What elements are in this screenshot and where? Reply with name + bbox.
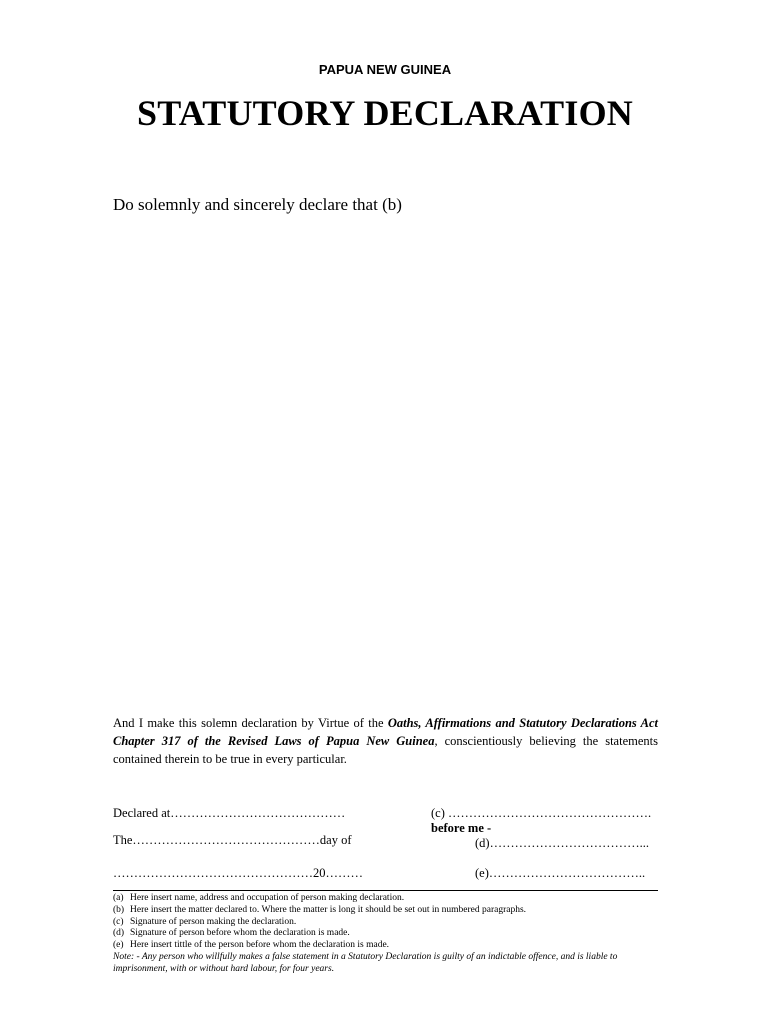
footnote-divider [113,890,658,891]
paragraph-start: And I make this solemn declaration by Virtue of the [113,716,388,730]
year-field[interactable]: …………………………………………20……… [113,866,363,880]
footnote-d: (d) Signature of person before whom the declaration is made. [113,928,350,939]
footnotes [113,893,673,976]
day-of-field[interactable]: The………………………………………day of [113,833,352,847]
penalty-note: Note: - Any person who willfully makes a false statement in a Statutory Declaration is guilty of an indictable offence, and is liable to imprisonment, with or without hard labour, for four years. [113,951,618,974]
before-me-label: before me - [431,821,492,835]
declaration-intro: Do solemnly and sincerely declare that (b) [113,195,402,214]
witness-signature-field[interactable]: (d)………………………………... [475,836,649,850]
declaration-paragraph [113,714,658,768]
footnote-c: (c) Signature of person making the declaration. [113,916,297,927]
footnote-e: (e) Here insert tittle of the person before whom the declaration is made. [113,940,390,951]
witness-title-field[interactable]: (e)……………………………….. [475,866,646,880]
country-heading: PAPUA NEW GUINEA [318,62,452,77]
declared-at-field[interactable]: Declared at…………………………………… [113,806,346,820]
document-title: STATUTORY DECLARATION [136,93,634,133]
footnote-a: (a) Here insert name, address and occupation of person making declaration. [113,893,405,903]
declarant-signature-field[interactable]: (c) …………………………………………. [431,806,652,820]
paragraph-end: , conscientiously believing the statements contained therein to be true in every particular. [113,734,658,766]
footnote-b: (b) Here insert the matter declared to. Where the matter is long it should be set out in numbered paragraphs. [113,904,527,915]
act-reference: Oaths, Affirmations and Statutory Declarations Act Chapter 317 of the Revised Laws of Papua New Guinea [113,716,659,748]
